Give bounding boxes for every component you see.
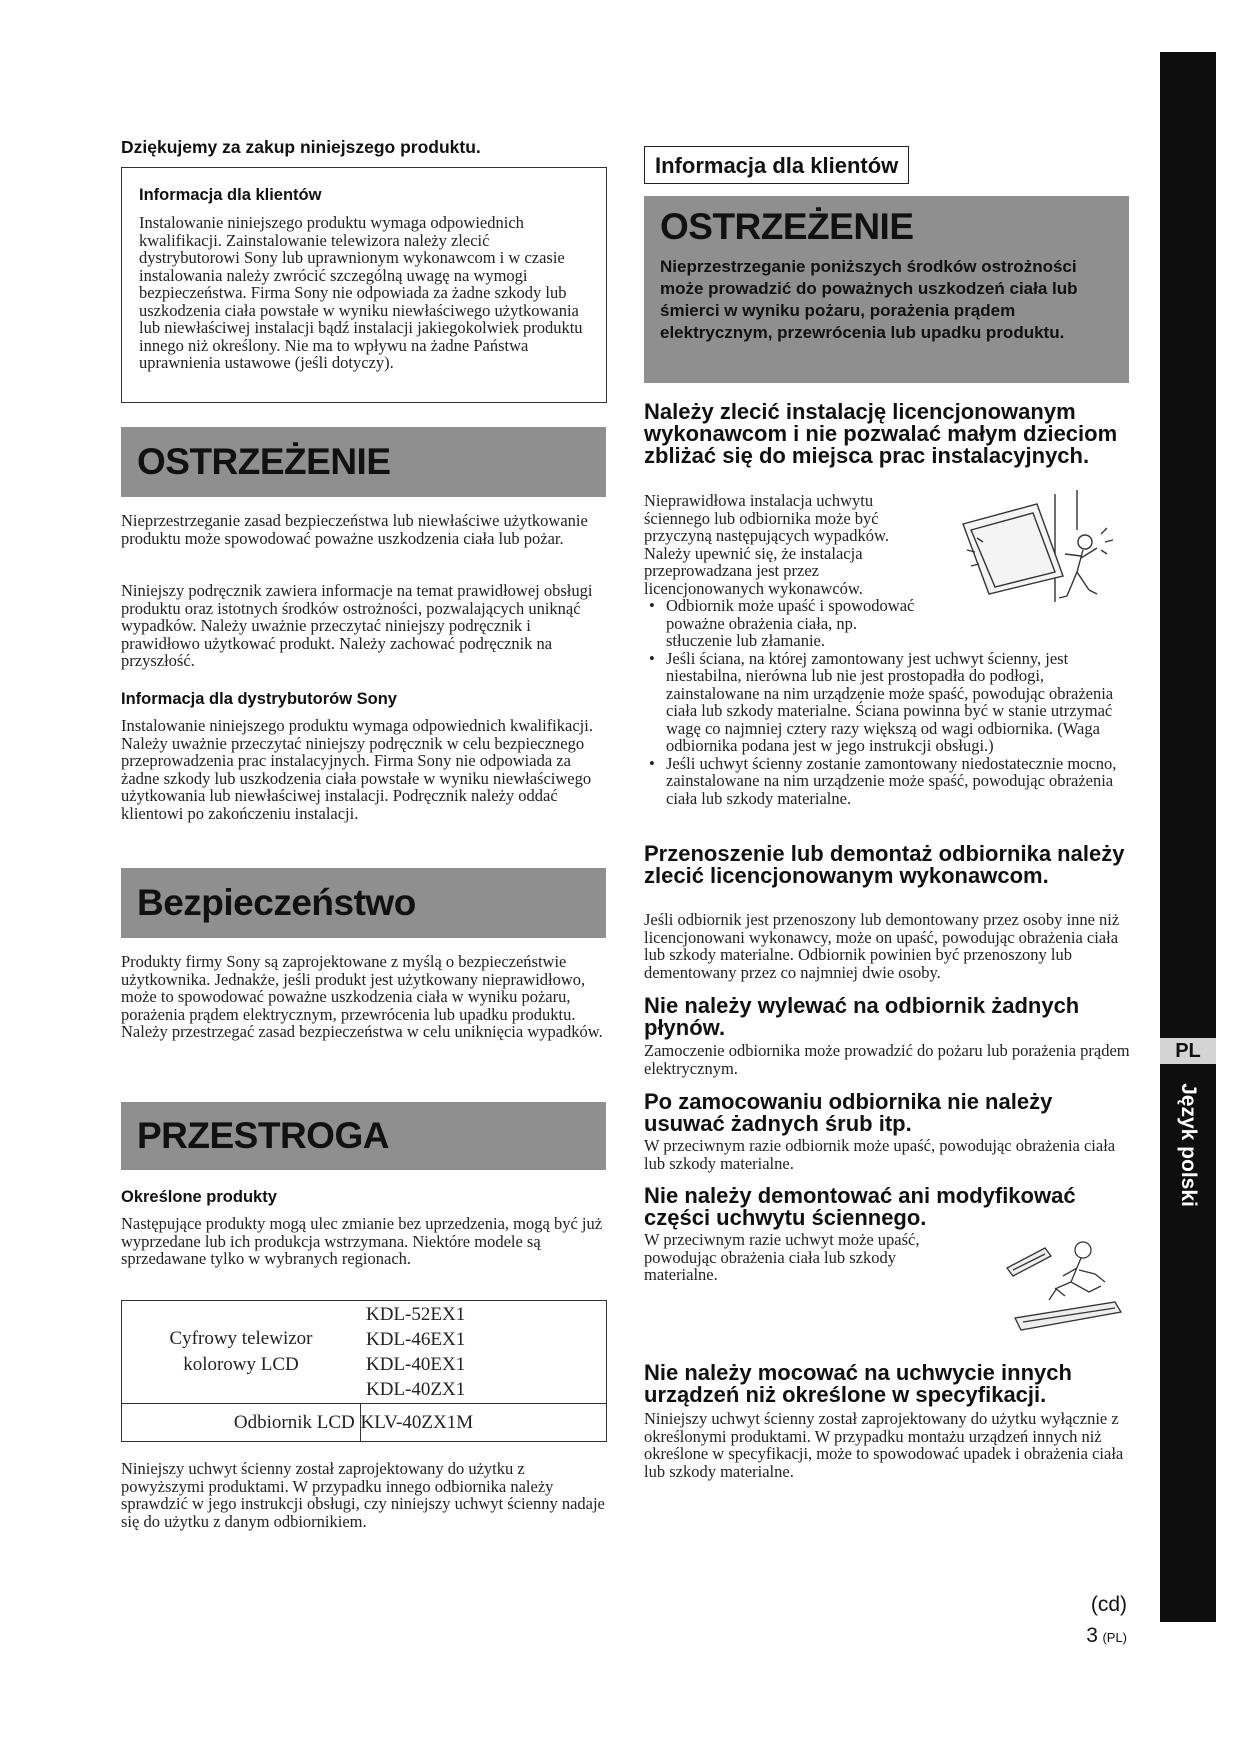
bullet-item: • Jeśli ściana, na której zamontowany jest uchwyt ścienny, jest niestabilna, nierówna lub nie jest prostopadła do podłogi, zainstalowane na nim urządzenie może spaść, powodując obrażenia ciała lub szkody materialne. Ściana powinna być w stanie utrzymać wagę co najmniej cztery razy większą od wagi odbiornika. (Waga odbiornika podana jest w jego instrukcji obsługi.)	[644, 650, 1124, 755]
receiver-model: KLV-40ZX1M	[360, 1411, 474, 1433]
bullet1-line: • Odbiornik może upaść i spowodować	[666, 596, 915, 615]
receiver-label: Odbiornik LCD	[233, 1411, 355, 1433]
products-table	[121, 1300, 607, 1442]
tv-label-line-2: kolorowy LCD	[183, 1354, 299, 1375]
modify-line: materialne.	[644, 1265, 718, 1284]
customer-info-heading: Informacja dla klientów	[139, 186, 322, 204]
warning-paragraph-1: Nieprzestrzeganie zasad bezpieczeństwa lub niewłaściwe użytkowanie produktu może spowodować poważne uszkodzenia ciała lub pożar.	[121, 511, 588, 548]
model-item: KDL-40ZX1	[366, 1379, 466, 1400]
table-cell-tv-label	[122, 1301, 361, 1404]
customer-info-tab: Informacja dla klientów	[644, 146, 909, 184]
bullet-item: • Jeśli uchwyt ścienny zostanie zamontowany niedostatecznie mocno, zainstalowane na nim urządzenie może spaść, powodując obrażenia ciała lub szkody materialne.	[644, 755, 1124, 808]
caution-banner: PRZESTROGA	[121, 1102, 606, 1170]
tv-label-line-1: Cyfrowy telewizor	[169, 1328, 313, 1349]
section-other-devices-heading: Nie należy mocować na uchwycie innych urządzeń niż określone w specyfikacji.	[644, 1360, 1072, 1407]
intro-line: przyczyną następujących wypadków.	[644, 526, 889, 545]
language-name-label: Język polski	[1177, 1083, 1200, 1207]
section-moving-text: Jeśli odbiornik jest przenoszony lub demontowany przez osoby inne niż licencjonowani wykonawcy, może on upaść, powodując obrażenia ciała lub szkody materialne. Odbiornik powinien być przenoszony lub dementowany przez co najmniej dwie osoby.	[644, 910, 1120, 982]
safety-banner: Bezpieczeństwo	[121, 868, 606, 938]
section-installation-heading: Należy zlecić instalację licencjonowanym wykonawcom i nie pozwalać małym dzieciom zbliżać się do miejsca prac instalacyjnych.	[644, 399, 1118, 468]
warning-paragraph-2: Niniejszy podręcznik zawiera informacje na temat prawidłowej obsługi produktu oraz istotnych środków ostrożności, pozwalających uniknąć wypadków. Należy uważnie przeczytać niniejszy podręcznik i prawidłowo użytkować produkt. Należy zachować podręcznik na przyszłość.	[121, 581, 593, 670]
table-cell-receiver-model	[360, 1404, 607, 1442]
model-item: KDL-46EX1	[366, 1329, 466, 1350]
section-modify-heading: Nie należy demontować ani modyfikować części uchwytu ściennego.	[644, 1183, 1076, 1230]
customer-info-text: Instalowanie niniejszego produktu wymaga odpowiednich kwalifikacji. Zainstalowanie telewizora należy zlecić dystrybutorowi Sony lub uprawnionym wykonawcom i w czasie instalowania należy zwrócić szczególną uwagę na wymogi bezpieczeństwa. Firma Sony nie odpowiada za żadne szkody lub uszkodzenia ciała powstałe w wyniku niewłaściwego użytkowania lub niewłaściwej instalacji bądź instalacji jakiegokolwiek produktu innego niż określony. Nie ma to wpływu na żadne Państwa uprawnienia ustawowe (jeśli dotyczy).	[139, 213, 583, 372]
intro-line: przeprowadzana jest przez	[644, 561, 819, 580]
products-heading: Określone produkty	[121, 1188, 277, 1206]
products-text: Następujące produkty mogą ulec zmianie bez uprzedzenia, mogą być już wyprzedane lub ich produkcja wstrzymana. Niektóre modele są sprzedawane tylko w wybranych regionach.	[121, 1214, 603, 1268]
final-text: Niniejszy uchwyt ścienny został zaprojektowany do użytku z powyższymi produktami. W przypadku innego odbiornika należy sprawdzić w jego instrukcji obsługi, czy niniejszy uchwyt ścienny nadaje się do użytku z danym odbiornikiem.	[121, 1459, 605, 1531]
language-sidebar	[1160, 52, 1216, 1622]
page-number	[1060, 1624, 1127, 1648]
table-cell-receiver-label	[122, 1404, 361, 1442]
installation-bullets	[644, 597, 1124, 807]
section-liquids-heading: Nie należy wylewać na odbiornik żadnych płynów.	[644, 993, 1080, 1040]
warning-box	[644, 196, 1129, 383]
intro-line: ściennego lub odbiornika może być	[644, 508, 879, 528]
distributor-heading: Informacja dla dystrybutorów Sony	[121, 690, 397, 708]
section-moving-heading: Przenoszenie lub demontaż odbiornika należy zlecić licencjonowanym wykonawcom.	[644, 841, 1125, 888]
warning-banner: OSTRZEŻENIE	[121, 427, 606, 497]
section-other-devices-text: Niniejszy uchwyt ścienny został zaprojektowany do użytku wyłącznie z określonymi produktami. W przypadku montażu urządzeń innych niż określone w specyfikacji, może to spowodować upadek i obrażenia ciała lub szkody materialne.	[644, 1409, 1124, 1481]
section-screws-text: W przeciwnym razie odbiornik może upaść, powodując obrażenia ciała lub szkody materialne.	[644, 1136, 1116, 1173]
intro-line: Należy upewnić się, że instalacja	[644, 543, 863, 563]
continued-label: (cd)	[1090, 1593, 1127, 1616]
customer-info-box	[121, 167, 607, 403]
safety-text: Produkty firmy Sony są zaprojektowane z myślą o bezpieczeństwie użytkownika. Jednakże, jeśli produkt jest użytkowany nieprawidłowo, może to spowodować poważne uszkodzenia ciała w wyniku pożaru, porażenia prądem elektrycznym, przewrócenia lub upadku produktu. Należy przestrzegać zasad bezpieczeństwa w celu uniknięcia wypadków.	[121, 952, 603, 1041]
bullet-item	[644, 597, 1124, 650]
table-cell-tv-models	[360, 1301, 607, 1404]
language-code-label: PL	[1160, 1038, 1216, 1064]
model-item: KDL-40EX1	[366, 1354, 466, 1375]
intro-line: licencjonowanych wykonawców.	[644, 578, 863, 598]
warning-box-title: OSTRZEŻENIE	[660, 206, 914, 247]
thanks-heading: Dziękujemy za zakup niniejszego produktu.	[121, 137, 481, 157]
distributor-text: Instalowanie niniejszego produktu wymaga odpowiednich kwalifikacji. Należy uważnie przeczytać niniejszy podręcznik w celu bezpiecznego przeprowadzenia prac instalacyjnych. Firma Sony nie odpowiada za żadne szkody lub uszkodzenia ciała powstałe w wyniku niewłaściwego użytkowania lub niewłaściwej instalacji. Podręcznik należy oddać klientowi po zakończeniu instalacji.	[121, 716, 593, 823]
modify-line: powodując obrażenia ciała lub szkody	[644, 1247, 896, 1267]
page-number-value: 3	[1086, 1624, 1098, 1647]
section-installation-intro	[644, 492, 944, 597]
model-item: KDL-52EX1	[366, 1304, 466, 1325]
section-liquids-text: Zamoczenie odbiornika może prowadzić do pożaru lub porażenia prądem elektrycznym.	[644, 1041, 1130, 1078]
falling-tv-illustration	[955, 490, 1135, 610]
modify-line: W przeciwnym razie uchwyt może upaść,	[644, 1230, 920, 1249]
bullet1-line: stłuczenie lub złamanie.	[666, 631, 825, 650]
section-modify-text	[644, 1231, 974, 1284]
bracket-modify-illustration	[1005, 1228, 1135, 1343]
section-screws-heading: Po zamocowaniu odbiornika nie należy usuwać żadnych śrub itp.	[644, 1089, 1053, 1136]
intro-line: Nieprawidłowa instalacja uchwytu	[644, 491, 874, 510]
warning-box-text: Nieprzestrzeganie poniższych środków ostrożności może prowadzić do poważnych uszkodzeń ciała lub śmierci w wyniku pożaru, porażenia prądem elektrycznym, przewrócenia lub upadku produktu.	[660, 257, 1078, 342]
bullet1-line: poważne obrażenia ciała, np.	[666, 613, 858, 633]
page-number-suffix: (PL)	[1102, 1630, 1127, 1645]
